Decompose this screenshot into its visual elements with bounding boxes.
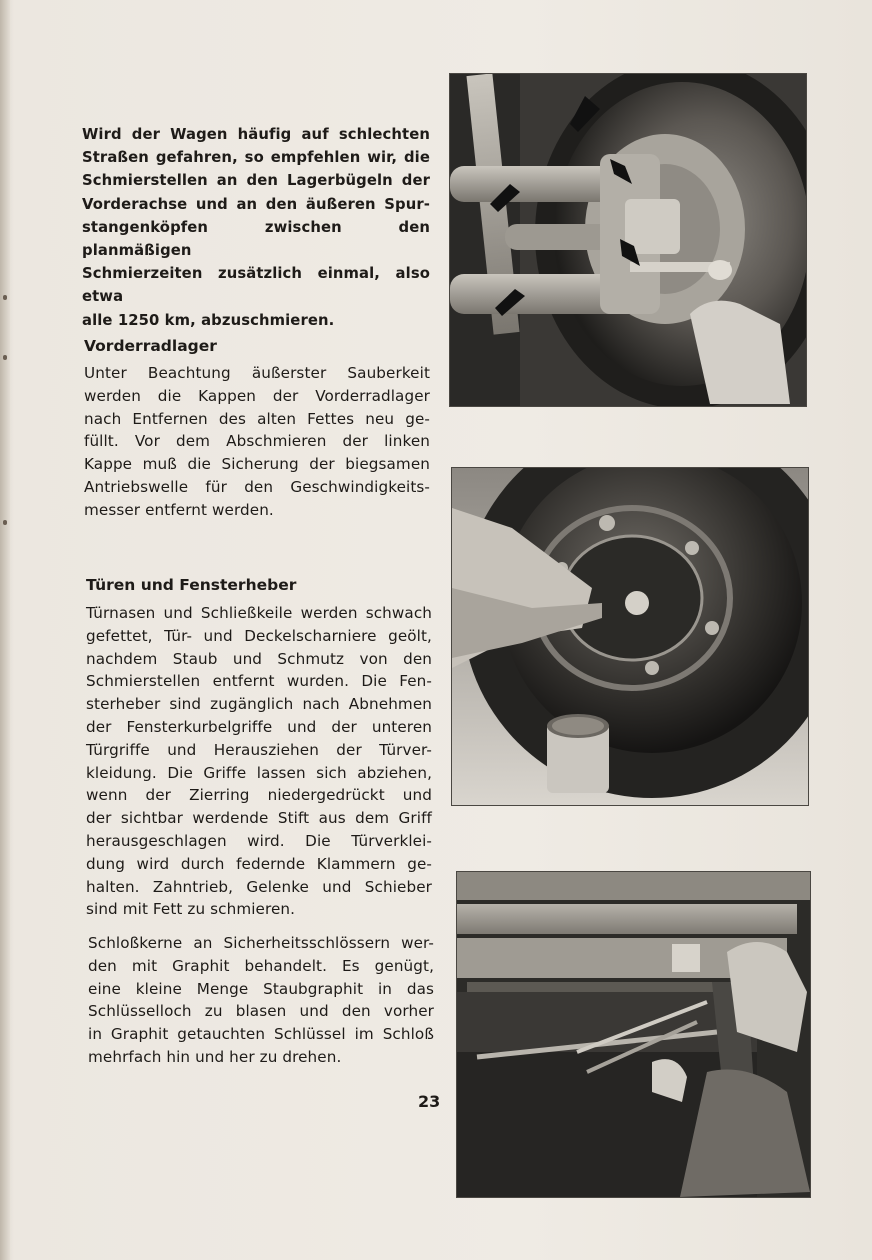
page-number: 23 bbox=[418, 1092, 441, 1111]
door-window-regulator-photo bbox=[456, 871, 811, 1198]
wheel-bearing-paragraph bbox=[84, 362, 430, 522]
intro-line: Schmierzeiten zusätzlich einmal, also etwa bbox=[82, 265, 430, 306]
locks-line: Schloßkerne an Sicherheitsschlössern wer- bbox=[88, 934, 434, 952]
doors-line: wenn der Zierring niedergedrückt und bbox=[86, 786, 432, 805]
doors-line: nachdem Staub und Schmutz von den bbox=[86, 649, 432, 668]
section-heading-doors: Türen und Fensterheber bbox=[86, 576, 297, 594]
doors-line: Türnasen und Schließkeile werden schwach bbox=[86, 604, 432, 622]
doors-line: sind mit Fett zu schmieren. bbox=[86, 900, 296, 919]
binding-edge bbox=[0, 0, 10, 1260]
intro-line: Wird der Wagen häufig auf schlechten bbox=[82, 126, 430, 143]
intro-line: Vorderachse und an den äußeren Spur- bbox=[82, 195, 430, 213]
wheel-bearing-line: Kappe muß die Sicherung der biegsamen bbox=[84, 455, 430, 474]
section-heading-wheel-bearing: Vorderradlager bbox=[84, 337, 217, 355]
intro-line: alle 1250 km, abzuschmieren. bbox=[82, 311, 335, 329]
doors-line: herausgeschlagen wird. Die Türverklei- bbox=[86, 831, 432, 850]
wheel-hub-illustration bbox=[452, 468, 808, 805]
doors-line: halten. Zahntrieb, Gelenke und Schieber bbox=[86, 877, 432, 896]
locks-line: in Graphit getauchten Schlüssel im Schloß bbox=[88, 1025, 434, 1044]
doors-line: kleidung. Die Griffe lassen sich abziehen, bbox=[86, 763, 432, 782]
doors-line: der sichtbar werdende Stift aus dem Griff bbox=[86, 809, 432, 828]
doors-paragraph bbox=[86, 602, 432, 921]
locks-line: den mit Graphit behandelt. Es genügt, bbox=[88, 956, 434, 975]
wheel-bearing-line: Unter Beachtung äußerster Sauberkeit bbox=[84, 364, 430, 382]
wheel-bearing-cap-photo bbox=[451, 467, 809, 806]
doors-line: dung wird durch federnde Klammern ge- bbox=[86, 854, 432, 873]
wheel-bearing-line: messer entfernt werden. bbox=[84, 500, 274, 519]
wheel-bearing-line: Antriebswelle für den Geschwindigkeits- bbox=[84, 477, 430, 496]
locks-line: Schlüsselloch zu blasen und den vorher bbox=[88, 1002, 434, 1021]
locks-paragraph bbox=[88, 932, 434, 1069]
margin-mark bbox=[3, 520, 7, 525]
margin-mark bbox=[3, 295, 7, 300]
doors-line: der Fensterkurbelgriffe und der unteren bbox=[86, 717, 432, 736]
doors-line: gefettet, Tür- und Deckelscharniere geölt, bbox=[86, 626, 432, 645]
wheel-bearing-line: werden die Kappen der Vorderradlager bbox=[84, 386, 430, 405]
doors-line: sterheber sind zugänglich nach Abnehmen bbox=[86, 695, 432, 714]
door-panel-illustration bbox=[457, 872, 810, 1197]
wheel-bearing-line: nach Entfernen des alten Fettes neu ge- bbox=[84, 409, 430, 428]
locks-line: eine kleine Menge Staubgraphit in das bbox=[88, 979, 434, 998]
doors-line: Türgriffe und Herausziehen der Türver- bbox=[86, 740, 432, 759]
intro-paragraph bbox=[82, 123, 430, 332]
locks-line: mehrfach hin und her zu drehen. bbox=[88, 1047, 342, 1066]
margin-mark bbox=[3, 355, 7, 360]
intro-line: stangenköpfen zwischen den planmäßigen bbox=[82, 218, 430, 260]
front-axle-lubrication-photo bbox=[449, 73, 807, 407]
intro-line: Straßen gefahren, so empfehlen wir, die bbox=[82, 149, 430, 167]
intro-line: Schmierstellen an den Lagerbügeln der bbox=[82, 172, 430, 190]
wheel-bearing-line: füllt. Vor dem Abschmieren der linken bbox=[84, 432, 430, 451]
front-axle-illustration bbox=[450, 74, 806, 406]
doors-line: Schmierstellen entfernt wurden. Die Fen- bbox=[86, 672, 432, 691]
